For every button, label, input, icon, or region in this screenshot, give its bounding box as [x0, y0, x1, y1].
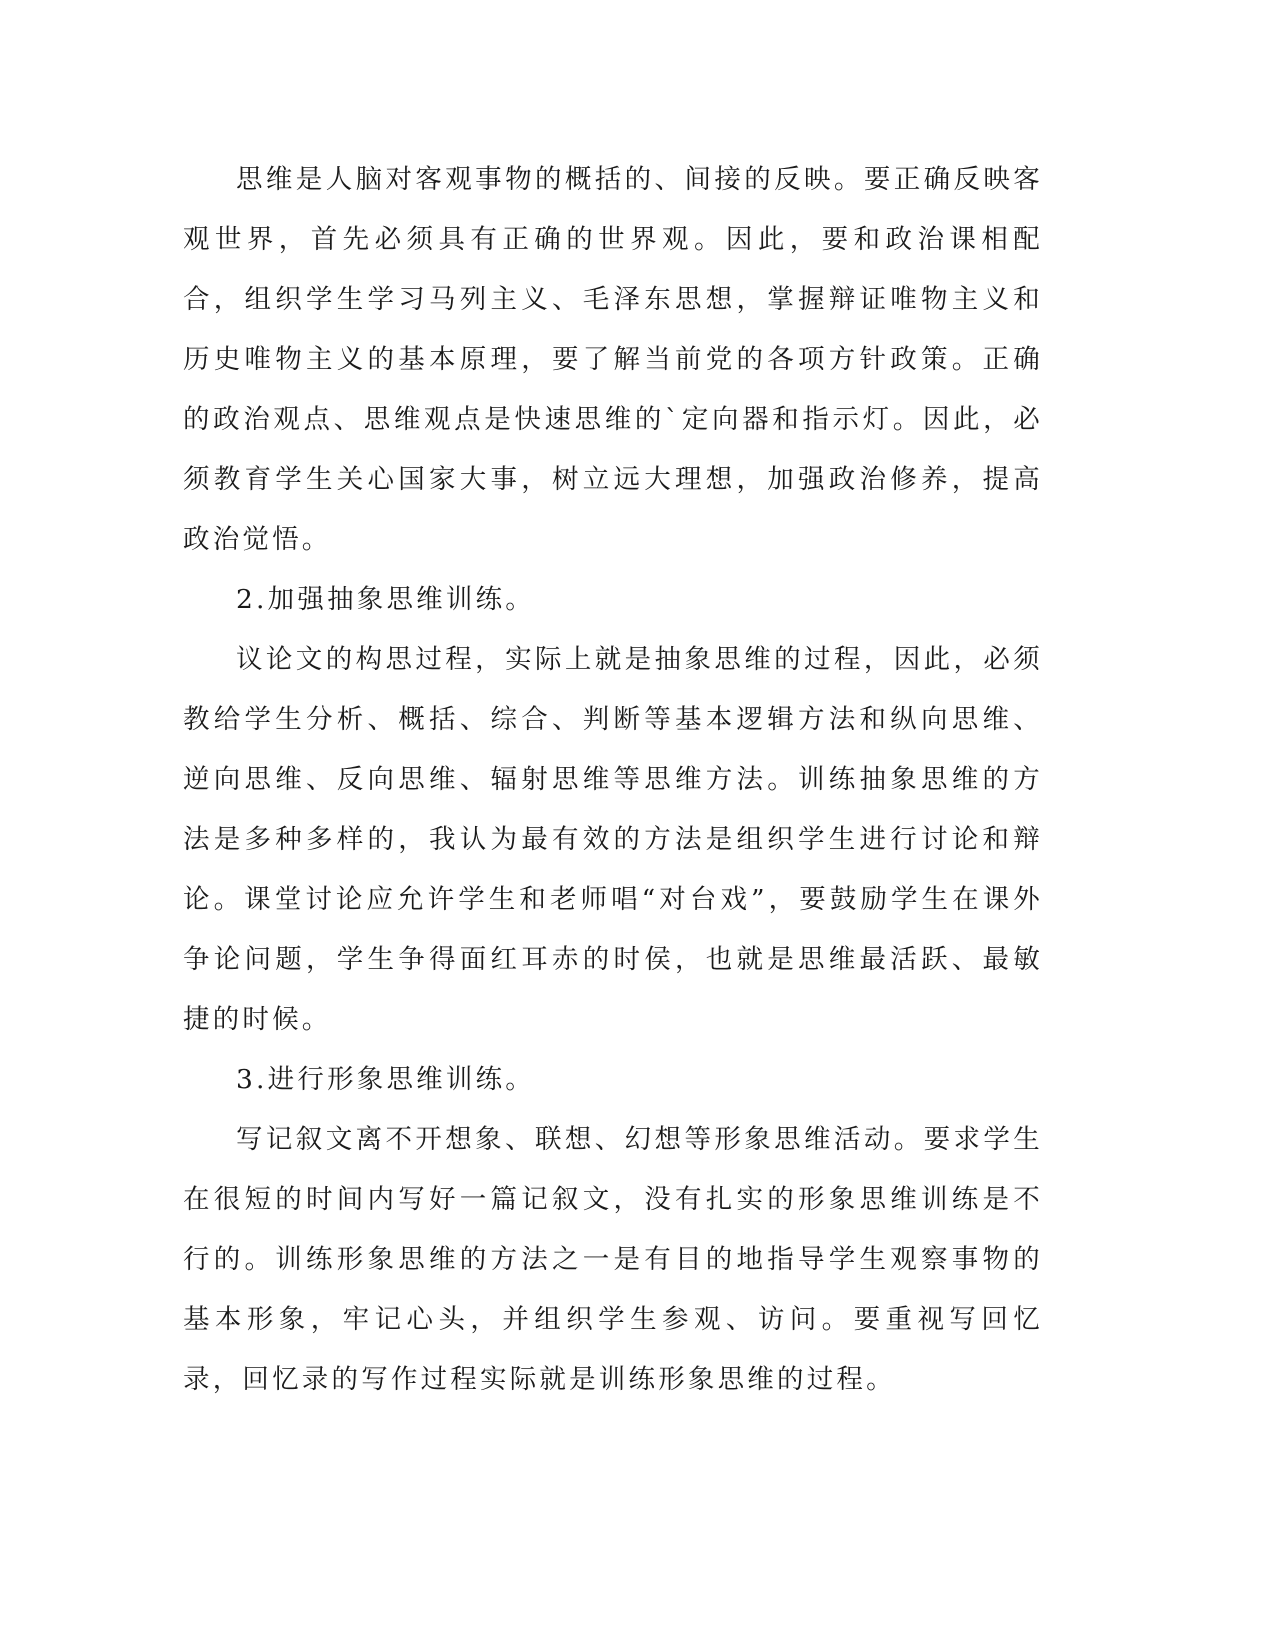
document-page [183, 150, 1043, 1410]
paragraph-intro: 思维是人脑对客观事物的概括的、间接的反映。要正确反映客观世界，首先必须具有正确的世界观。因此，要和政治课相配合，组织学生学习马列主义、毛泽东思想，掌握辩证唯物主义和历史唯物主义的基本原理，要了解当前党的各项方针政策。正确的政治观点、思维观点是快速思维的`定向器和指示灯。因此，必须教育学生关心国家大事，树立远大理想，加强政治修养，提高政治觉悟。 [183, 164, 1043, 555]
section-heading-abstract-thinking: 2.加强抽象思维训练。 [236, 584, 535, 615]
section-heading-imagery-thinking: 3.进行形象思维训练。 [236, 1064, 535, 1095]
paragraph-imagery-thinking: 写记叙文离不开想象、联想、幻想等形象思维活动。要求学生在很短的时间内写好一篇记叙文，没有扎实的形象思维训练是不行的。训练形象思维的方法之一是有目的地指导学生观察事物的基本形象，牢记心头，并组织学生参观、访问。要重视写回忆录，回忆录的写作过程实际就是训练形象思维的过程。 [183, 1124, 1043, 1395]
paragraph-abstract-thinking: 议论文的构思过程，实际上就是抽象思维的过程，因此，必须教给学生分析、概括、综合、判断等基本逻辑方法和纵向思维、逆向思维、反向思维、辐射思维等思维方法。训练抽象思维的方法是多种多样的，我认为最有效的方法是组织学生进行讨论和辩论。课堂讨论应允许学生和老师唱“对台戏”，要鼓励学生在课外争论问题，学生争得面红耳赤的时侯，也就是思维最活跃、最敏捷的时候。 [183, 644, 1043, 1035]
